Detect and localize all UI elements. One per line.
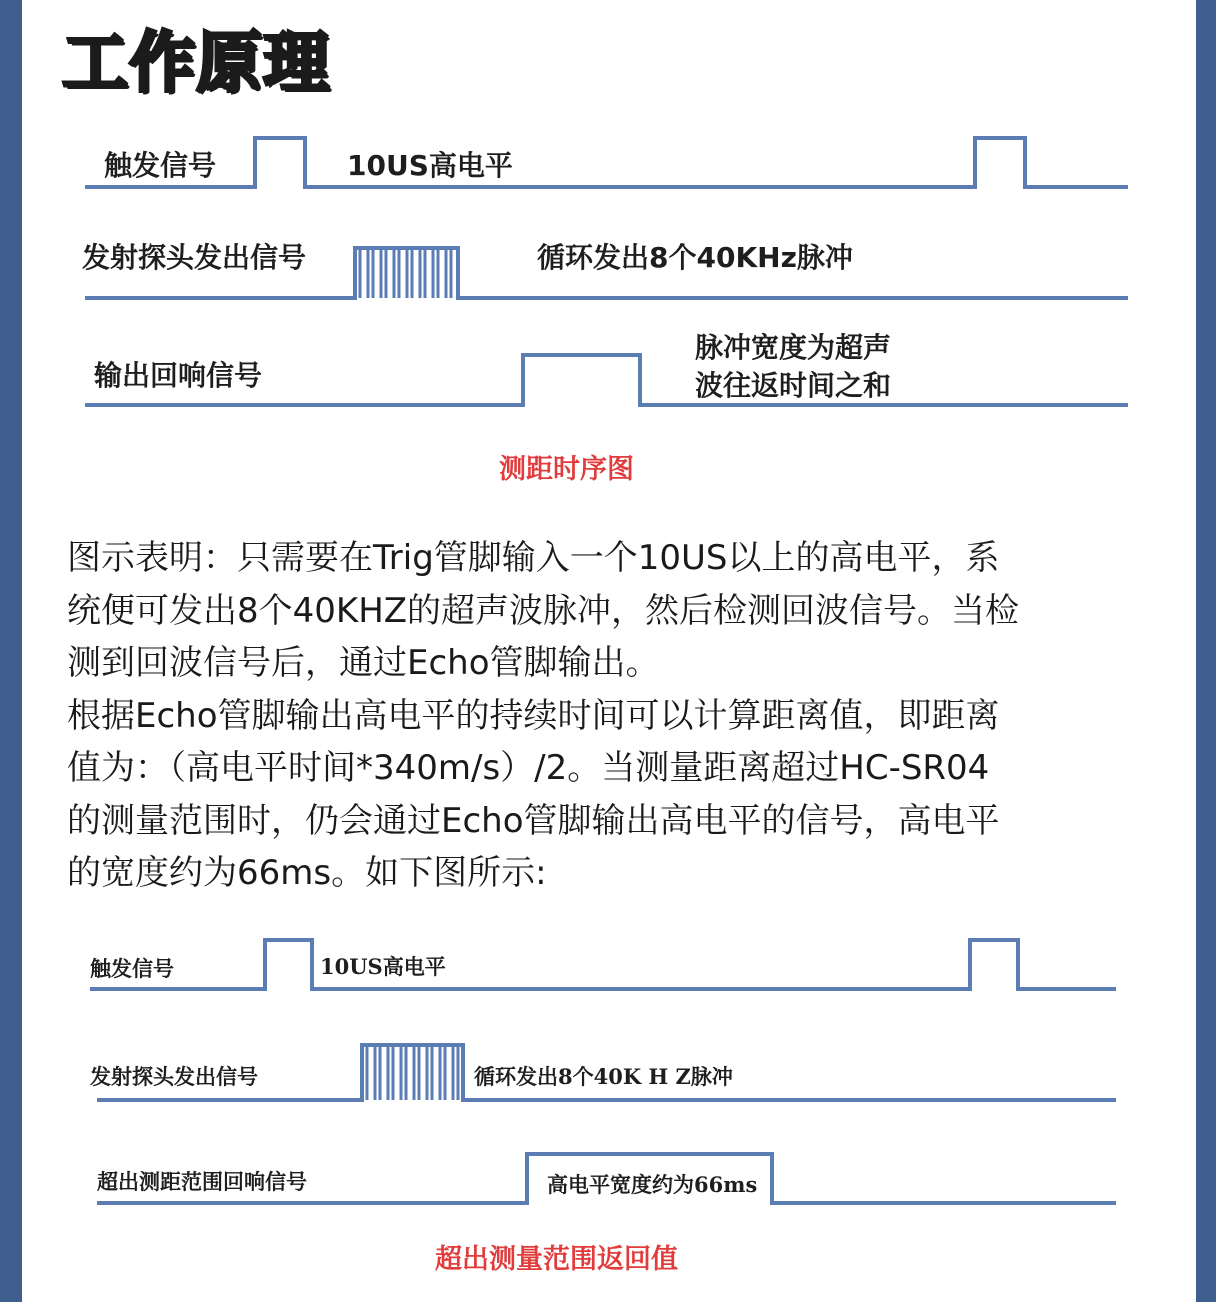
echo-signal-label: 超出测距范围回响信号 bbox=[97, 1169, 307, 1194]
trigger-note: 10US高电平 bbox=[320, 954, 446, 979]
diagram2-caption: 超出测量范围返回值 bbox=[435, 1244, 678, 1275]
echo-note: 高电平宽度约为66ms bbox=[547, 1172, 758, 1197]
description-line: 的测量范围时，仍会通过Echo管脚输出高电平的信号，高电平 bbox=[67, 800, 1000, 841]
description-line: 值为：（高电平时间*340m/s）/2。当测量距离超过HC-SR04 bbox=[67, 748, 990, 788]
description-line: 图示表明：只需要在Trig管脚输入一个10US以上的高电平，系 bbox=[67, 538, 1000, 578]
echo-note-line2: 波往返时间之和 bbox=[695, 369, 892, 402]
echo-signal-label: 输出回响信号 bbox=[94, 359, 263, 392]
description-line: 测到回波信号后，通过Echo管脚输出。 bbox=[67, 643, 660, 683]
trigger-signal-label: 触发信号 bbox=[104, 149, 217, 182]
burst-pulses bbox=[360, 248, 451, 298]
emit-note: 循环发出8个40KHz脉冲 bbox=[537, 241, 853, 274]
trigger-signal-label: 触发信号 bbox=[90, 956, 174, 981]
content-sheet bbox=[22, 0, 1196, 1302]
trigger-waveform bbox=[90, 940, 1116, 989]
description-line: 统便可发出8个40KHZ的超声波脉冲，然后检测回波信号。当检 bbox=[67, 590, 1020, 631]
emit-signal-label: 发射探头发出信号 bbox=[82, 241, 307, 274]
trigger-note: 10US高电平 bbox=[347, 149, 513, 182]
echo-note-line1: 脉冲宽度为超声 bbox=[695, 331, 892, 364]
timing-diagram-ranging bbox=[22, 0, 1196, 500]
description-line: 根据Echo管脚输出高电平的持续时间可以计算距离值，即距离 bbox=[67, 695, 1000, 736]
burst-pulses bbox=[367, 1045, 458, 1100]
section-title: 工作原理 bbox=[62, 24, 330, 101]
emit-signal-label: 发射探头发出信号 bbox=[90, 1064, 258, 1089]
timing-diagram-out-of-range bbox=[22, 900, 1196, 1300]
trigger-waveform bbox=[85, 138, 1128, 187]
emit-note: 循环发出8个40K H Z脉冲 bbox=[474, 1064, 733, 1089]
diagram1-caption: 测距时序图 bbox=[499, 454, 634, 485]
description-line: 的宽度约为66ms。如下图所示: bbox=[67, 853, 547, 893]
description-paragraph bbox=[67, 532, 1167, 900]
